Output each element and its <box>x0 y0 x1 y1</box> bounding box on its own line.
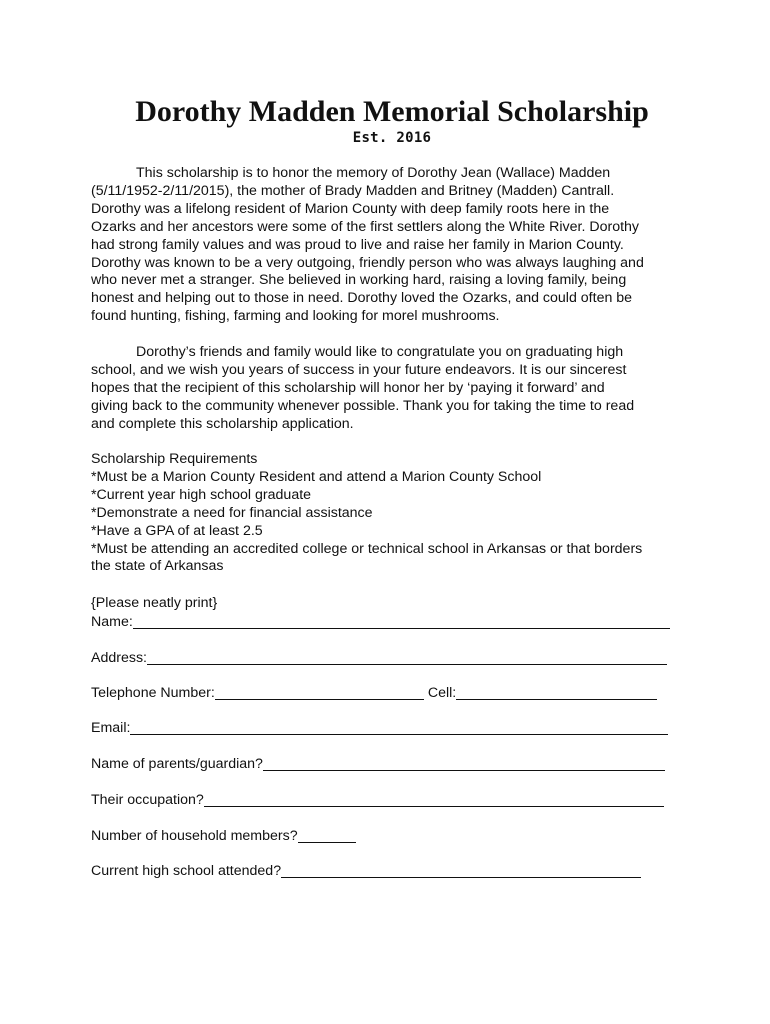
print-instruction: {Please neatly print} <box>91 595 218 611</box>
paragraph-line: school, and we wish you years of success in your future endeavors. It is our sincerest <box>91 361 627 378</box>
email-label: Email: <box>91 720 131 736</box>
name-label: Name: <box>91 614 133 630</box>
requirement-item: the state of Arkansas <box>91 558 224 575</box>
cell-label: Cell: <box>427 685 457 701</box>
requirement-item: *Demonstrate a need for financial assistance <box>91 504 373 521</box>
paragraph-line: who never met a stranger. She believed in working hard, raising a loving family, being <box>91 272 627 289</box>
telephone-input-line[interactable] <box>215 685 424 700</box>
paragraph-line: Dorothy was a lifelong resident of Marion County with deep family roots here in the <box>91 200 610 217</box>
requirement-item: *Must be attending an accredited college or technical school in Arkansas or that borders <box>91 540 643 557</box>
occupation-label: Their occupation? <box>91 792 204 808</box>
high-school-label: Current high school attended? <box>91 863 282 879</box>
cell-input-line[interactable] <box>456 685 657 700</box>
household-input-line[interactable] <box>298 828 356 843</box>
parents-label: Name of parents/guardian? <box>91 756 263 772</box>
occupation-input-line[interactable] <box>204 792 664 807</box>
occupation-field <box>91 789 664 809</box>
paragraph-line: found hunting, fishing, farming and looking for morel mushrooms. <box>91 308 500 325</box>
paragraph-line: and complete this scholarship application. <box>91 415 354 432</box>
name-field <box>91 611 670 631</box>
requirement-item: *Have a GPA of at least 2.5 <box>91 522 263 539</box>
intro-paragraph <box>91 165 691 326</box>
paragraph-line: Dorothy’s friends and family would like to congratulate you on graduating high <box>136 344 624 360</box>
paragraph-line: honest and helping out to those in need. Dorothy loved the Ozarks, and could often be <box>91 290 633 307</box>
high-school-input-line[interactable] <box>281 863 641 878</box>
scholarship-requirements <box>91 451 691 576</box>
paragraph-line: Dorothy was known to be a very outgoing, friendly person who was always laughing and <box>91 254 644 271</box>
high-school-field <box>91 860 641 880</box>
established-year: Est. 2016 <box>352 130 432 146</box>
household-label: Number of household members? <box>91 828 298 844</box>
paragraph-line: Ozarks and her ancestors were some of the first settlers along the White River. Dorothy <box>91 218 640 235</box>
parents-input-line[interactable] <box>263 756 665 771</box>
name-input-line[interactable] <box>133 614 670 629</box>
requirement-item: *Current year high school graduate <box>91 486 312 503</box>
telephone-label: Telephone Number: <box>91 685 215 701</box>
paragraph-line: hopes that the recipient of this scholarship will honor her by ‘paying it forward’ and <box>91 379 605 396</box>
paragraph-line: giving back to the community whenever possible. Thank you for taking the time to read <box>91 397 635 414</box>
telephone-field <box>91 682 657 702</box>
document-title: Dorothy Madden Memorial Scholarship <box>135 95 649 128</box>
requirement-item: *Must be a Marion County Resident and attend a Marion County School <box>91 468 542 485</box>
address-input-line[interactable] <box>147 650 667 665</box>
paragraph-line: had strong family values and was proud to live and raise her family in Marion County. <box>91 236 624 253</box>
parents-field <box>91 753 665 773</box>
email-input-line[interactable] <box>130 720 668 735</box>
email-field <box>91 717 668 737</box>
requirements-heading: Scholarship Requirements <box>91 451 258 467</box>
address-label: Address: <box>91 650 147 666</box>
paragraph-line: (5/11/1952-2/11/2015), the mother of Brady Madden and Britney (Madden) Cantrall. <box>91 182 615 199</box>
household-field <box>91 825 356 845</box>
congratulations-paragraph <box>91 344 691 434</box>
address-field <box>91 647 667 667</box>
paragraph-line: This scholarship is to honor the memory of Dorothy Jean (Wallace) Madden <box>136 165 611 181</box>
